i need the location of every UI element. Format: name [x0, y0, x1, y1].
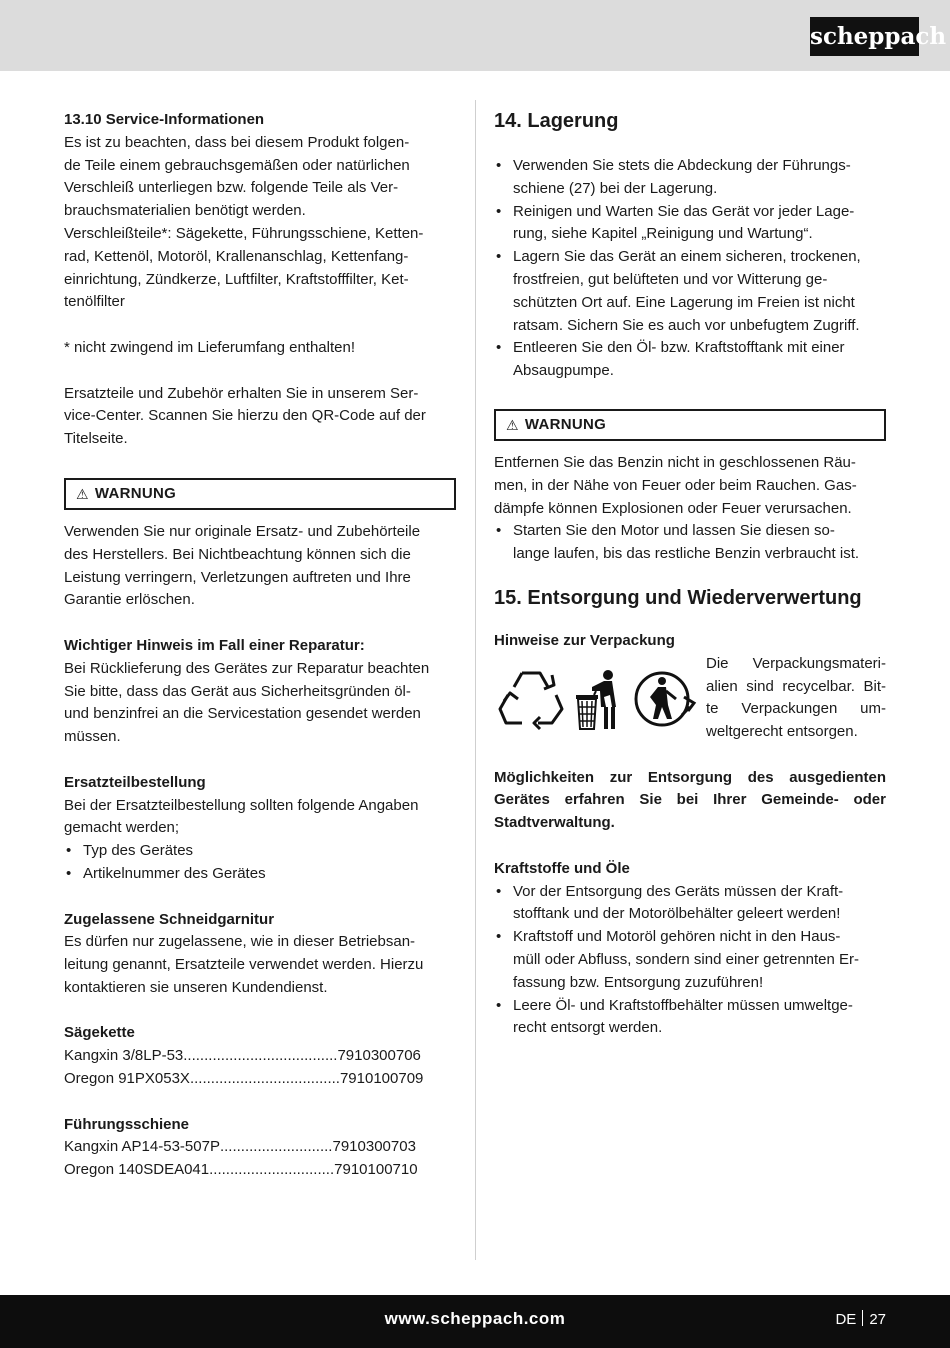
list-item: • Starten Sie den Motor und lassen Sie diesen so- lange laufen, bis das restliche Benzin verbraucht ist. — [494, 520, 886, 566]
tidyman-icon — [632, 667, 698, 731]
warning-box — [494, 409, 886, 441]
order-title: Ersatzteilbestellung — [64, 773, 206, 791]
service-paragraph-1: Es ist zu beachten, dass bei diesem Produkt folgen- de Teile einem gebrauchsgemäßen oder natürlichen Verschleiß unterliegen bzw. folgende Teile als Ver- brauchsmaterialien benötigt werden. — [64, 133, 410, 220]
list-item: • Leere Öl- und Kraftstoffbehälter müssen umweltge- recht entsorgt werden. — [494, 995, 886, 1041]
fuel-title: Kraftstoffe und Öle — [494, 859, 630, 877]
packaging-title: Hinweise zur Verpackung — [494, 631, 675, 649]
part-row: Kangxin 3/8LP-53 ..................................... 7910300706 — [64, 1047, 421, 1065]
part-row: Kangxin AP14-53-507P ........................... 7910300703 — [64, 1138, 416, 1156]
warning-box — [64, 478, 456, 510]
part-row: Oregon 91PX053X .................................... 7910100709 — [64, 1070, 424, 1088]
order-list — [64, 840, 456, 886]
disposal-info: Möglichkeiten zur Entsorgung des ausgedienten Gerätes erfahren Sie bei Ihrer Gemeinde- oder Stadtverwaltung. — [494, 768, 886, 832]
service-paragraph-2: Verschleißteile*: Sägekette, Führungsschiene, Ketten- rad, Kettenöl, Motoröl, Krallenanschlag, Kettenfang- einrichtung, Zündkerze, Luftfilter, Kraftstofffilter, Ket- tenölfilter — [64, 224, 424, 311]
storage-heading: 14. Lagerung — [494, 110, 619, 132]
packaging-text: Die Verpackungsmateri- alien sind recycelbar. Bit- te Verpackungen um- weltgerecht entsorgen. — [706, 654, 886, 741]
warning-label: WARNUNG — [94, 484, 177, 502]
warning-text: Entfernen Sie das Benzin nicht in geschlossenen Räu- men, in der Nähe von Feuer oder beim Rauchen. Gas- dämpfe können Explosionen oder Feuer verursachen. — [494, 453, 857, 517]
language-code: DE — [835, 1311, 857, 1328]
cutting-title: Zugelassene Schneidgarnitur — [64, 910, 275, 928]
repair-text: Bei Rücklieferung des Gerätes zur Reparatur beachten Sie bitte, dass das Gerät aus Sicherheitsgründen öl- und benzinfrei an die Servicestation gesendet werden müssen. — [64, 659, 430, 746]
list-item: • Reinigen und Warten Sie das Gerät vor jeder Lage- rung, siehe Kapitel „Reinigung und Wartung“. — [494, 201, 886, 247]
list-item: • Lagern Sie das Gerät an einem sicheren, trockenen, frostfreien, gut belüfteten und vor Witterung ge- schützten Ort auf. Eine Lagerung im Freien ist nicht ratsam. Sichern Sie es auch vor unbefugtem Zugriff. — [494, 246, 886, 337]
list-item: • Typ des Gerätes — [64, 840, 456, 863]
footer-bar — [0, 1295, 950, 1348]
trash-bin-person-icon — [574, 667, 622, 731]
column-divider — [475, 100, 476, 1260]
list-item: • Vor der Entsorgung des Geräts müssen der Kraft- stofftank und der Motorölbehälter geleert werden! — [494, 881, 886, 927]
footer-separator — [862, 1310, 863, 1326]
left-column — [64, 109, 456, 1182]
list-item: • Entleeren Sie den Öl- bzw. Kraftstofftank mit einer Absaugpumpe. — [494, 337, 886, 383]
list-item: • Kraftstoff und Motoröl gehören nicht in den Haus- müll oder Abfluss, sondern sind einer getrennten Er- fassung bzw. Entsorgung zuzuführen! — [494, 926, 886, 994]
right-column — [494, 109, 886, 1040]
packaging-section — [494, 653, 886, 744]
cutting-text: Es dürfen nur zugelassene, wie in dieser Betriebsan- leitung genannt, Ersatzteile verwendet werden. Hierzu kontaktieren sie unseren Kundendienst. — [64, 933, 424, 996]
warning-label: WARNUNG — [524, 415, 607, 433]
bar-title: Führungsschiene — [64, 1115, 190, 1133]
warning-triangle-icon: ⚠ — [76, 485, 89, 502]
list-item: • Artikelnummer des Gerätes — [64, 863, 456, 886]
website-link[interactable]: www.scheppach.com — [384, 1309, 566, 1328]
list-item: • Verwenden Sie stets die Abdeckung der Führungs- schiene (27) bei der Lagerung. — [494, 155, 886, 201]
part-row: Oregon 140SDEA041 .............................. 7910100710 — [64, 1161, 418, 1179]
repair-title: Wichtiger Hinweis im Fall einer Reparatur: — [64, 636, 365, 654]
storage-list — [494, 155, 886, 383]
page-number — [835, 1309, 886, 1332]
warning-list — [494, 520, 886, 566]
disposal-icons — [498, 667, 698, 731]
order-text: Bei der Ersatzteilbestellung sollten folgende Angaben gemacht werden; — [64, 796, 419, 837]
recycle-icon — [498, 667, 564, 731]
spare-parts-paragraph: Ersatzteile und Zubehör erhalten Sie in unserem Ser- vice-Center. Scannen Sie hierzu den QR-Code auf der Titelseite. — [64, 384, 426, 448]
page-number-value: 27 — [869, 1311, 886, 1328]
fuel-list — [494, 881, 886, 1041]
footnote: * nicht zwingend im Lieferumfang enthalten! — [64, 338, 356, 356]
warning-text: Verwenden Sie nur originale Ersatz- und Zubehörteile des Herstellers. Bei Nichtbeachtung können sich die Leistung verringern, Verletzungen auftreten und Ihre Garantie erlöschen. — [64, 522, 421, 609]
scheppach-logo: scheppach — [810, 17, 919, 56]
warning-triangle-icon: ⚠ — [506, 416, 519, 433]
disposal-heading: 15. Entsorgung und Wiederverwertung — [494, 586, 862, 609]
chain-title: Sägekette — [64, 1024, 135, 1042]
service-title: 13.10 Service-Informationen — [64, 111, 265, 128]
header-bar — [0, 0, 950, 71]
